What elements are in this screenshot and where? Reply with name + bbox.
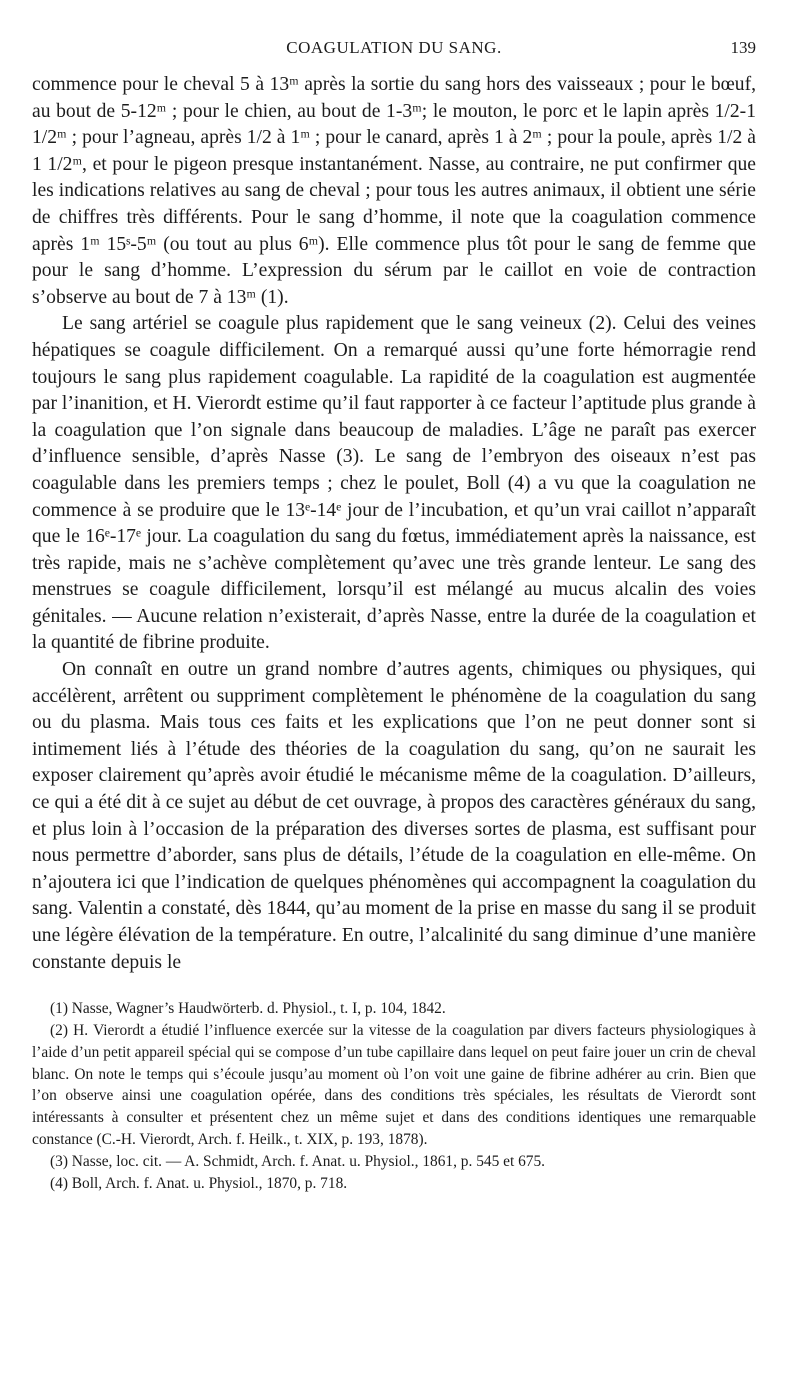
- footnote: (4) Boll, Arch. f. Anat. u. Physiol., 1870, p. 718.: [50, 1174, 348, 1192]
- body-text: [32, 72, 756, 976]
- footnote: (1) Nasse, Wagner’s Haudwörterb. d. Physiol., t. I, p. 104, 1842.: [50, 1000, 446, 1018]
- footnote: (2) H. Vierordt a étudié l’influence exercée sur la vitesse de la coagulation par divers facteurs physiologiques à l’aide d’un petit appareil spécial qui se compose d’un tube capillaire dans lequel on peut faire jouer un crin de cheval blanc. On note le temps qui s’écoule jusqu’au moment où l’on voit une gaine de fibrine adhérer au crin. Bien que l’on observe ainsi une coagulation opérée, dans des conditions très spéciales, les résultats de Vierordt sont intéressants à consulter et présentent chez un même sujet et dans des conditions identiques une remarquable constance (C.-H. Vierordt, Arch. f. Heilk., t. XIX, p. 193, 1878).: [32, 1021, 756, 1148]
- paragraph: On connaît en outre un grand nombre d’autres agents, chimiques ou physiques, qui accélèrent, arrêtent ou suppriment complètement le phénomène de la coagulation du sang ou du plasma. Mais tous ces faits et les explications que l’on ne peut donner sont si intimement liés à l’étude des théories de la coagulation du sang, qu’on ne saurait les exposer clairement qu’après avoir étudié le mécanisme même de la coagulation. D’ailleurs, ce qui a été dit à ce sujet au début de cet ouvrage, à propos des caractères généraux du sang, et plus loin à l’occasion de la préparation des diverses sortes de plasma, est suffisant pour nous permettre d’aborder, sans plus de détails, l’étude de la coagulation en elle-même. On n’ajoutera ici que l’indication de quelques phénomènes qui accompagnent la coagulation du sang. Valentin a constaté, dès 1844, qu’au moment de la prise en masse du sang il se produit une légère élévation de la température. En outre, l’alcalinité du sang diminue d’une manière constante depuis le: [32, 659, 756, 973]
- paragraph: commence pour le cheval 5 à 13ᵐ après la sortie du sang hors des vaisseaux ; pour le bœuf, au bout de 5-12ᵐ ; pour le chien, au bout de 1-3ᵐ; le mouton, le porc et le lapin après 1/2-1 1/2ᵐ ; pour l’agneau, après 1/2 à 1ᵐ ; pour le canard, après 1 à 2ᵐ ; pour la poule, après 1/2 à 1 1/2ᵐ, et pour le pigeon presque instantanément. Nasse, au contraire, ne put confirmer que les indications relatives au sang de cheval ; pour tous les autres animaux, il obtient une série de chiffres très différents. Pour le sang d’homme, il note que la coagulation commence après 1ᵐ 15ˢ-5ᵐ (ou tout au plus 6ᵐ). Elle commence plus tôt pour le sang de femme que pour le sang d’homme. L’expression du sérum par le caillot en voie de contraction s’observe au bout de 7 à 13ᵐ (1).: [32, 74, 756, 308]
- running-head: [32, 38, 756, 60]
- footnotes: [32, 998, 756, 1194]
- running-title: COAGULATION DU SANG.: [286, 38, 502, 57]
- paragraph: Le sang artériel se coagule plus rapidement que le sang veineux (2). Celui des veines hépatiques se coagule difficilement. On a remarqué aussi qu’une forte hémorragie rend toujours le sang plus rapidement coagulable. La rapidité de la coagulation est augmentée par l’inanition, et H. Vierordt estime qu’il faut rapporter à ce facteur l’aptitude plus grande à la coagulation que l’on signale dans beaucoup de maladies. L’âge ne paraît pas exercer d’influence sensible, d’après Nasse (3). Le sang de l’embryon des oiseaux n’est pas coagulable dans les premiers temps ; chez le poulet, Boll (4) a vu que la coagulation ne commence à se produire que le 13ᵉ-14ᵉ jour de l’incubation, et qu’un vrai caillot n’apparaît que le 16ᵉ-17ᵉ jour. La coagulation du sang du fœtus, immédiatement après la naissance, est très rapide, mais ne s’achève complètement qu’avec une très grande lenteur. Le sang des menstrues se coagule difficilement, lorsqu’il est mélangé au mucus alcalin des voies génitales. — Aucune relation n’existerait, d’après Nasse, entre la durée de la coagulation et la quantité de fibrine produite.: [32, 313, 756, 654]
- page-number: 139: [730, 38, 756, 57]
- footnote: (3) Nasse, loc. cit. — A. Schmidt, Arch. f. Anat. u. Physiol., 1861, p. 545 et 675.: [50, 1152, 546, 1170]
